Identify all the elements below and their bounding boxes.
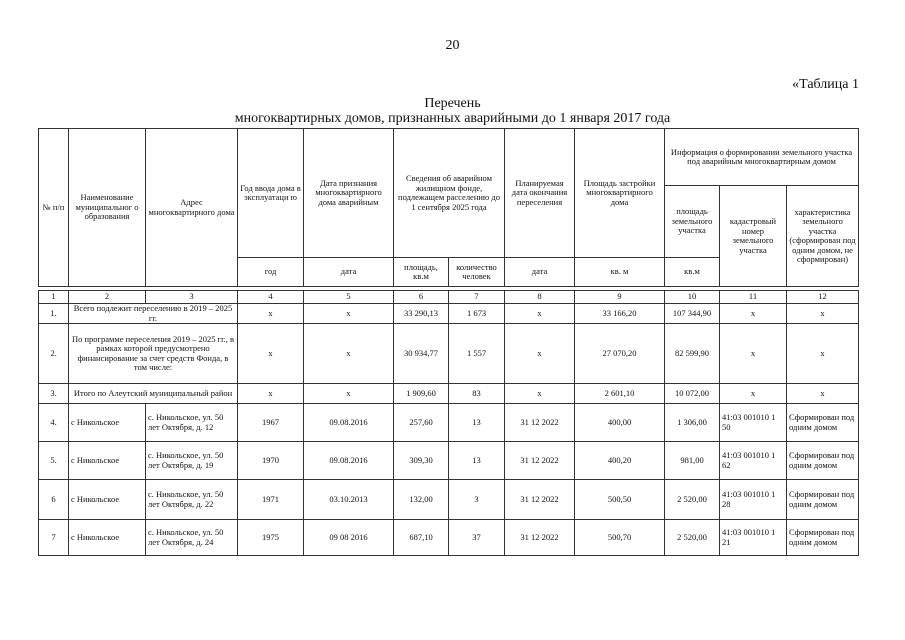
area-cell: 2 601,10 [575,384,665,404]
year-cell: 1975 [238,520,304,556]
table-row [39,404,859,442]
unit-sqm: площадь, кв.м [394,258,449,287]
summary-label: Всего подлежит переселению в 2019 – 2025 гг. [69,304,238,324]
column-number: 6 [394,291,449,304]
area-cell: 500,50 [575,480,665,520]
column-number: 1 [39,291,69,304]
sqm-cell: 257,60 [394,404,449,442]
sqm-cell: 33 290,13 [394,304,449,324]
unit-count: количество человек [449,258,505,287]
cadastral-cell: 41:03 001010 1 62 [720,442,787,480]
cadastral-cell: x [720,304,787,324]
sqm-cell: 1 909,60 [394,384,449,404]
municipality-cell: с Никольское [69,480,146,520]
table-row [39,520,859,556]
header-fund-info: Сведения об аварийном жилищном фонде, подлежащем расселению до 1 сентября 2025 года [394,129,505,258]
document-subtitle: многоквартирных домов, признанных аварийными до 1 января 2017 года [234,111,671,126]
column-number-row [39,291,859,304]
summary-label: Итого по Алеутский муниципальный район [69,384,238,404]
table-reference: «Таблица 1 [792,77,859,92]
date-cell: 09.08.2016 [304,442,394,480]
date-cell: 09 08 2016 [304,520,394,556]
row-number: 5. [39,442,69,480]
area-cell: 500,70 [575,520,665,556]
column-number: 9 [575,291,665,304]
header-planned-date: Планируемая дата окончания переселения [505,129,575,258]
characteristic-cell: Сформирован под одним домом [787,480,859,520]
area-cell: 33 166,20 [575,304,665,324]
column-number: 11 [720,291,787,304]
address-cell: с. Никольское, ул. 50 лет Октября, д. 24 [146,520,238,556]
land-area-cell: 107 344,90 [665,304,720,324]
address-cell: с. Никольское, ул. 50 лет Октября, д. 12 [146,404,238,442]
land-area-cell: 2 520,00 [665,520,720,556]
characteristic-cell: Сформирован под одним домом [787,442,859,480]
column-number: 10 [665,291,720,304]
cadastral-cell: 41:03 001010 1 50 [720,404,787,442]
sqm-cell: 309,30 [394,442,449,480]
date-cell: 03.10.2013 [304,480,394,520]
year-cell: x [238,384,304,404]
column-number: 8 [505,291,575,304]
sqm-cell: 30 934,77 [394,324,449,384]
date-cell: x [304,384,394,404]
land-area-cell: 82 599,90 [665,324,720,384]
emergency-housing-table [38,128,859,556]
characteristic-cell: Сформирован под одним домом [787,404,859,442]
sqm-cell: 132,00 [394,480,449,520]
characteristic-cell: x [787,304,859,324]
unit-plan: дата [505,258,575,287]
plan-cell: x [505,304,575,324]
row-number: 2. [39,324,69,384]
count-cell: 13 [449,404,505,442]
date-cell: 09.08.2016 [304,404,394,442]
column-number: 3 [146,291,238,304]
plan-cell: 31 12 2022 [505,404,575,442]
plan-cell: x [505,324,575,384]
document-title: Перечень [424,96,481,111]
summary-row [39,324,859,384]
header-date: Дата признания многоквартирного дома аварийным [304,129,394,258]
header-land-info: Информация о формировании земельного участка под аварийным многоквартирным домом [665,129,859,186]
header-land-characteristic: характеристика земельного участка (сформирован под одним домом, не сформирован) [787,186,859,287]
cadastral-cell: 41:03 001010 1 21 [720,520,787,556]
column-number: 2 [69,291,146,304]
summary-row [39,304,859,324]
column-number: 7 [449,291,505,304]
table-row [39,442,859,480]
header-land-area: площадь земельного участка [665,186,720,258]
characteristic-cell: x [787,384,859,404]
header-address: Адрес многоквартирного дома [146,129,238,287]
cadastral-cell: x [720,384,787,404]
municipality-cell: с Никольское [69,442,146,480]
unit-land-area: кв.м [665,258,720,287]
address-cell: с. Никольское, ул. 50 лет Октября, д. 19 [146,442,238,480]
header-cadastral: кадастровый номер земельного участка [720,186,787,287]
summary-label: По программе переселения 2019 – 2025 гг., в рамках которой предусмотрено финансирование за счет средств Фонда, в том числе: [69,324,238,384]
row-number: 7 [39,520,69,556]
characteristic-cell: Сформирован под одним домом [787,520,859,556]
row-number: 4. [39,404,69,442]
count-cell: 1 673 [449,304,505,324]
municipality-cell: с Никольское [69,404,146,442]
year-cell: 1967 [238,404,304,442]
characteristic-cell: x [787,324,859,384]
header-year: Год ввода дома в эксплуатаци ю [238,129,304,258]
year-cell: x [238,304,304,324]
date-cell: x [304,304,394,324]
plan-cell: x [505,384,575,404]
row-number: 1. [39,304,69,324]
land-area-cell: 2 520,00 [665,480,720,520]
unit-year: год [238,258,304,287]
cadastral-cell: x [720,324,787,384]
area-cell: 400,00 [575,404,665,442]
table-row [39,480,859,520]
plan-cell: 31 12 2022 [505,442,575,480]
area-cell: 27 070,20 [575,324,665,384]
municipality-cell: с Никольское [69,520,146,556]
unit-area: кв. м [575,258,665,287]
land-area-cell: 10 072,00 [665,384,720,404]
land-area-cell: 1 306,00 [665,404,720,442]
row-number: 3. [39,384,69,404]
row-number: 6 [39,480,69,520]
column-number: 4 [238,291,304,304]
header-number: № п/п [39,129,69,287]
year-cell: 1970 [238,442,304,480]
count-cell: 1 557 [449,324,505,384]
area-cell: 400,20 [575,442,665,480]
address-cell: с. Никольское, ул. 50 лет Октября, д. 22 [146,480,238,520]
summary-row [39,384,859,404]
plan-cell: 31 12 2022 [505,480,575,520]
year-cell: 1971 [238,480,304,520]
column-number: 5 [304,291,394,304]
header-municipality: Наименование муниципальног о образования [69,129,146,287]
year-cell: x [238,324,304,384]
plan-cell: 31 12 2022 [505,520,575,556]
count-cell: 3 [449,480,505,520]
header-building-area: Площадь застройки многоквартирного дома [575,129,665,258]
cadastral-cell: 41:03 001010 1 28 [720,480,787,520]
unit-date: дата [304,258,394,287]
page-number: 20 [445,38,460,53]
column-number: 12 [787,291,859,304]
land-area-cell: 981,00 [665,442,720,480]
count-cell: 37 [449,520,505,556]
date-cell: x [304,324,394,384]
count-cell: 83 [449,384,505,404]
sqm-cell: 687,10 [394,520,449,556]
count-cell: 13 [449,442,505,480]
